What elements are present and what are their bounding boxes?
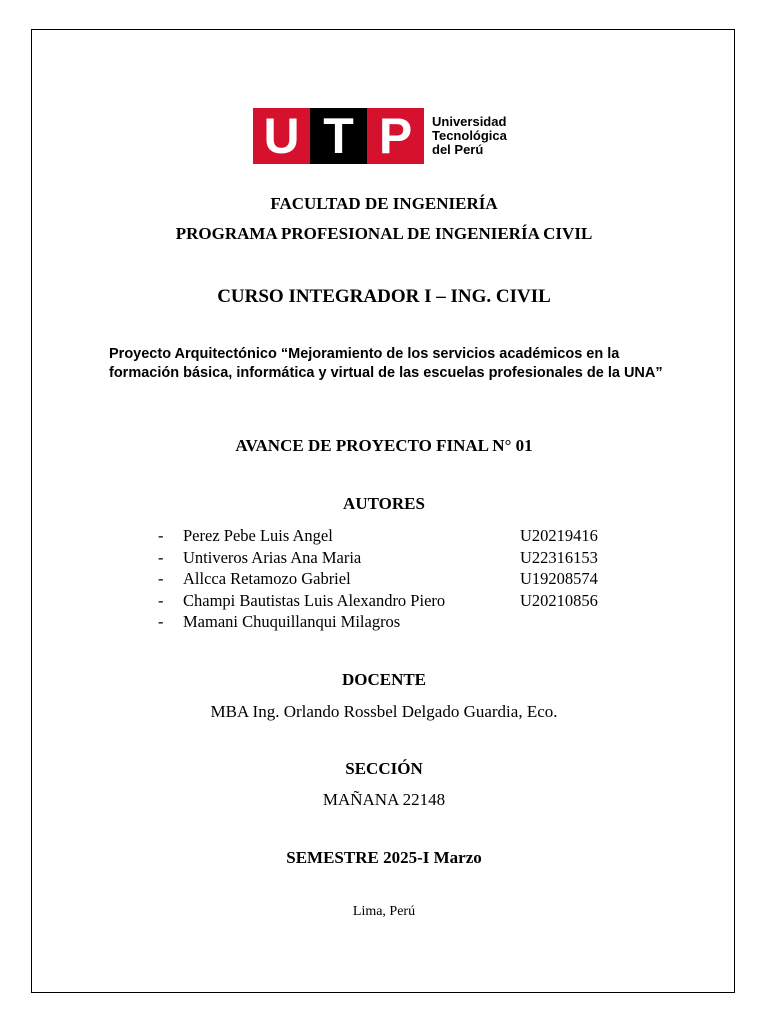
list-dash: - [158,569,164,588]
teacher-name: MBA Ing. Orlando Rossbel Delgado Guardia, Eco. [210,702,558,721]
author-row [158,547,638,569]
program-title: PROGRAMA PROFESIONAL DE INGENIERÍA CIVIL [175,224,593,243]
section-value: MAÑANA 22148 [322,790,446,809]
author-code: U22316153 [520,547,598,567]
place-label: Lima, Perú [352,904,416,919]
section-heading: SECCIÓN [345,759,423,778]
author-name: Perez Pebe Luis Angel [183,526,333,545]
author-code: U20219416 [520,526,598,545]
author-row [158,590,638,612]
logo-line-1: Universidad [432,114,507,129]
logo-letter-p: P [367,108,424,164]
author-row [158,568,638,590]
authors-list [158,525,638,633]
author-name: Champi Bautistas Luis Alexandro Piero [183,590,446,610]
logo-university-name [432,115,507,157]
list-dash: - [158,590,164,610]
list-dash: - [158,547,164,567]
logo-letter-u: U [253,108,310,164]
list-dash: - [158,526,164,545]
author-name: Untiveros Arias Ana Maria [183,547,362,567]
author-name: Mamani Chuquillanqui Milagros [183,612,401,631]
author-row [158,525,638,547]
semester-label: SEMESTRE 2025-I Marzo [286,848,482,867]
course-title: CURSO INTEGRADOR I – ING. CIVIL [217,286,551,307]
author-code: U19208574 [520,569,598,588]
logo-line-3: del Perú [432,142,484,157]
faculty-title: FACULTAD DE INGENIERÍA [270,194,498,213]
author-code: U20210856 [520,590,598,610]
author-row [158,611,638,633]
logo-line-2: Tecnológica [432,128,507,143]
deliverable-title: AVANCE DE PROYECTO FINAL N° 01 [235,436,533,455]
author-name: Allcca Retamozo Gabriel [183,569,351,588]
teacher-heading: DOCENTE [341,670,427,689]
project-title: Proyecto Arquitectónico “Mejoramiento de los servicios académicos en la formación básica, informática y virtual de las escuelas profesionales de la UNA” [109,346,663,381]
logo-letter-t: T [310,108,367,164]
authors-heading: AUTORES [343,494,425,513]
utp-logo [253,108,507,164]
list-dash: - [158,612,164,631]
